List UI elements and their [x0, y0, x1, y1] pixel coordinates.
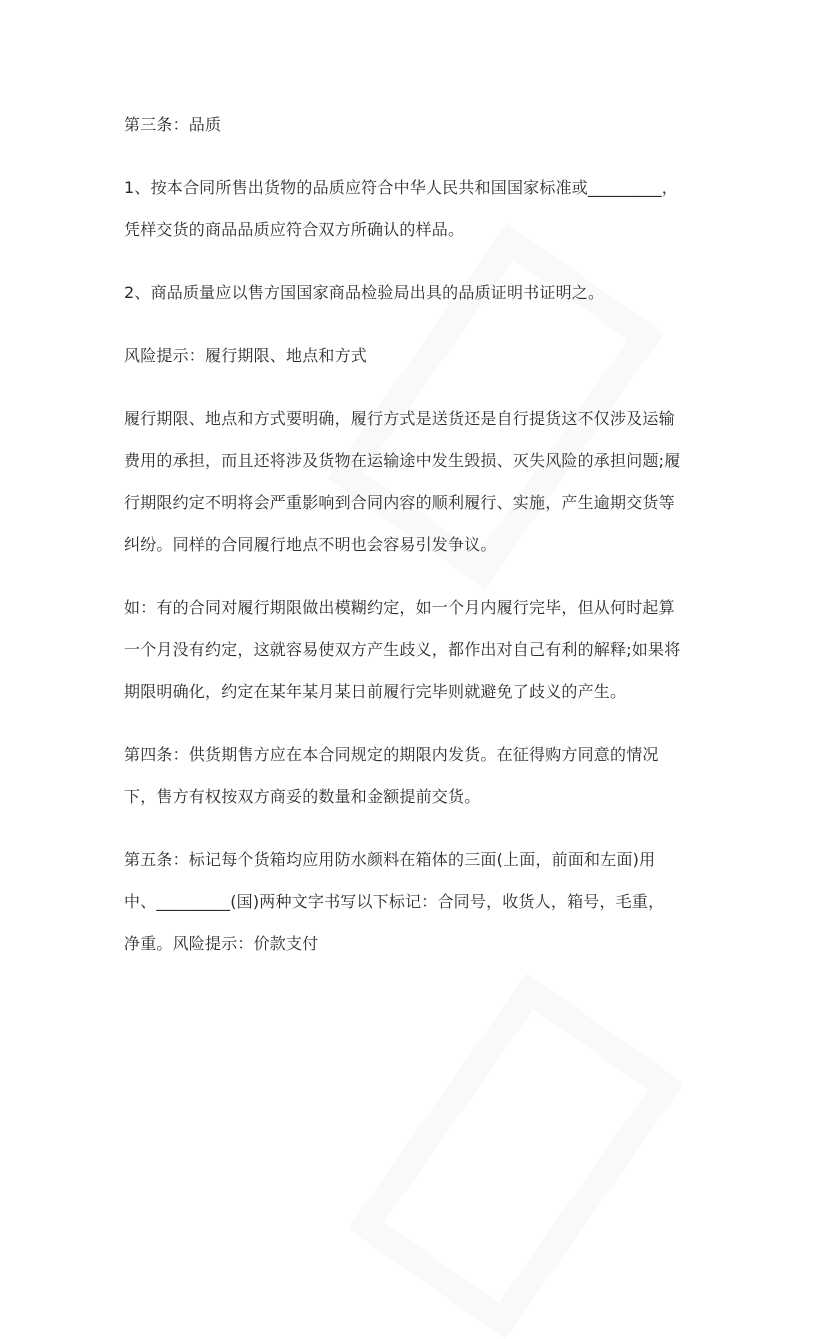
text-line: 履行期限、地点和方式要明确，履行方式是送货还是自行提货这不仅涉及运输: [124, 409, 675, 428]
text-line: 1、按本合同所售出货物的品质应符合中华人民共和国国家标准或_________，: [124, 178, 678, 197]
text-line: 一个月没有约定，这就容易使双方产生歧义，都作出对自己有利的解释;如果将: [124, 640, 681, 659]
text-line: 风险提示：履行期限、地点和方式: [124, 346, 368, 365]
text-line: 第五条：标记每个货箱均应用防水颜料在箱体的三面(上面，前面和左面)用: [124, 850, 656, 869]
text-line: 中、_________(国)两种文字书写以下标记：合同号，收货人，箱号，毛重，: [124, 892, 665, 911]
text-line: 费用的承担，而且还将涉及货物在运输途中发生毁损、灭失风险的承担问题;履: [124, 451, 681, 470]
text-line: 行期限约定不明将会严重影响到合同内容的顺利履行、实施，产生逾期交货等: [124, 493, 675, 512]
paragraph: [124, 335, 724, 377]
watermark: [348, 973, 684, 1339]
paragraph: [124, 587, 724, 713]
text-line: 净重。风险提示：价款支付: [124, 934, 319, 953]
document-body: [124, 104, 724, 986]
paragraph: [124, 167, 724, 251]
paragraph: [124, 272, 724, 314]
text-line: 纠纷。同样的合同履行地点不明也会容易引发争议。: [124, 535, 497, 554]
text-line: 期限明确化，约定在某年某月某日前履行完毕则就避免了歧义的产生。: [124, 682, 627, 701]
text-line: 2、商品质量应以售方国国家商品检验局出具的品质证明书证明之。: [124, 283, 605, 302]
paragraph: [124, 398, 724, 566]
paragraph: [124, 104, 724, 146]
paragraph: [124, 839, 724, 965]
paragraph: [124, 734, 724, 818]
text-line: 下，售方有权按双方商妥的数量和金额提前交货。: [124, 787, 481, 806]
text-line: 如：有的合同对履行期限做出模糊约定，如一个月内履行完毕，但从何时起算: [124, 598, 675, 617]
text-line: 第三条：品质: [124, 115, 222, 134]
text-line: 第四条：供货期售方应在本合同规定的期限内发货。在征得购方同意的情况: [124, 745, 659, 764]
text-line: 凭样交货的商品品质应符合双方所确认的样品。: [124, 220, 465, 239]
